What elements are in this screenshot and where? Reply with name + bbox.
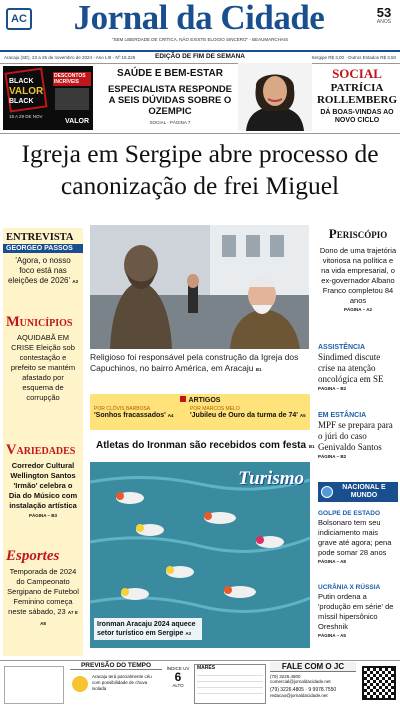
- uv-desc: ALTO: [172, 683, 184, 688]
- health-ref: SOCIAL - PÁGINA 7: [149, 120, 191, 125]
- estancia-kicker: EM ESTÂNCIA: [318, 412, 367, 419]
- ironman-caption: Ironman Aracaju 2024 aquece setor turístico em Sergipe A3: [94, 618, 202, 640]
- ucrania-section[interactable]: [318, 584, 398, 638]
- estancia-section[interactable]: [318, 412, 398, 459]
- nacional-label: NACIONAL E MUNDO: [342, 484, 386, 499]
- estancia-text: MPF se prepara para o júri do caso Genivaldo Santos: [318, 420, 393, 452]
- right-column: [318, 226, 398, 654]
- ironman-headline[interactable]: Atletas do Ironman são recebidos com festa B1: [96, 440, 315, 451]
- golpe-section[interactable]: [318, 510, 398, 564]
- golpe-kicker: GOLPE DE ESTADO: [318, 510, 380, 517]
- entrevista-quote: 'Agora, o nosso foco está nas eleições de 2026' A3: [7, 256, 79, 285]
- sun-icon: [72, 676, 88, 692]
- assistencia-section[interactable]: [318, 344, 398, 391]
- artigos-title: ARTIGOS: [90, 396, 310, 404]
- artigo-item-1[interactable]: [94, 406, 198, 419]
- ad-promo: DESCONTOS INCRÍVEIS: [53, 72, 91, 86]
- dateline-bar: [0, 52, 400, 63]
- anniversary-badge: [372, 6, 396, 25]
- health-teaser[interactable]: [106, 66, 234, 130]
- contact-whatsapp[interactable]: 9 9978.7550: [308, 687, 337, 693]
- artigo-author-1: POR CLÓVIS BARBOSA: [94, 406, 151, 412]
- entrevista-ref: A3: [72, 279, 79, 284]
- golpe-ref: PÁGINA – A8: [318, 559, 346, 564]
- dateline: Aracaju (SE), 23 a 25 de novembro de 2024 - Ano LIII - Nº 15.226: [4, 55, 136, 60]
- ad-dates: 18 A 29 DE NOV: [9, 114, 43, 119]
- ad-line1: BLACK: [9, 78, 34, 85]
- variedades-title: Variedades: [6, 442, 76, 458]
- variedades-text: Corredor Cultural Wellington Santos 'Irmão' celebra o Dia do Músico com instalação artística: [8, 461, 78, 510]
- artigo-ref-1: A4: [167, 413, 174, 418]
- social-kicker: SOCIAL: [332, 66, 382, 81]
- ad-line3: BLACK: [9, 98, 34, 105]
- masthead-title: Jornal da Cidade: [73, 0, 325, 37]
- main-photo[interactable]: [90, 225, 309, 349]
- masthead-logo: AC: [6, 8, 32, 30]
- ironman-photo[interactable]: [90, 462, 310, 648]
- entrevista-title: ENTREVISTA: [6, 232, 74, 243]
- periscopio-text: Dono de uma trajetória vitoriosa na política e na vida empresarial, o ex-governador Albano Franco completou 84 anos: [319, 246, 397, 305]
- variedades-ref: PÁGINA – B3: [28, 513, 58, 518]
- tides-block: [194, 664, 266, 704]
- entrevista-name: GEORGEO PASSOS: [3, 244, 83, 253]
- ad-brand: VALOR: [65, 118, 89, 125]
- contact-phone2[interactable]: (79) 3226.4805: [270, 687, 304, 693]
- artigos-box: [90, 394, 310, 430]
- artigo-title-2: 'Jubileu de Ouro da turma de 74' A5: [190, 412, 306, 419]
- social-headline: DÁ BOAS-VINDAS AO NOVO CICLO: [320, 109, 394, 124]
- assistencia-ref: PÁGINA – B2: [318, 386, 347, 391]
- periscopio-title: Periscópio: [328, 226, 388, 241]
- ad-line2: VALOR: [9, 86, 44, 97]
- ad-product-box: [55, 88, 89, 110]
- artigo-title-1: 'Sonhos fracassados' A4: [94, 412, 174, 419]
- black-valor-ad[interactable]: [3, 66, 93, 130]
- weather-title: PREVISÃO DO TEMPO: [70, 662, 162, 670]
- main-headline[interactable]: Igreja em Sergipe abre processo de canonização de frei Miguel: [21, 139, 379, 200]
- weather-block: [70, 662, 162, 706]
- municipios-title: Municípios: [6, 314, 73, 330]
- weather-text: Aracaju terá parcialmente céu com possibilidade de chuva isolada: [92, 674, 152, 691]
- golpe-text: Bolsonaro tem seu indiciamento mais grave até agora; pena pode somar 28 anos: [318, 518, 392, 557]
- ironman-caption-ref: A3: [185, 631, 192, 636]
- assistencia-text: Sindimed discute crise na atenção oncológica em SE: [318, 352, 384, 384]
- edition-label: EDIÇÃO DE FIM DE SEMANA: [155, 53, 245, 60]
- left-column: [3, 228, 83, 656]
- masthead-tagline: "SEM LIBERDADE DE CRÍTICA, NÃO EXISTE ELOGIO SINCERO" - BEAUMARCHAIS: [111, 37, 289, 42]
- uv-value: 6: [174, 670, 182, 684]
- municipios-text: AQUIDABÃ EM CRISE Eleição sob contestação e prefeito se mantém afastado por esquema de corrupção: [10, 333, 76, 402]
- artigo-item-2[interactable]: [190, 406, 308, 419]
- contact-title: FALE COM O JC: [270, 662, 356, 672]
- periscopio-ref: PÁGINA – A2: [344, 307, 372, 312]
- assistencia-kicker: ASSISTÊNCIA: [318, 344, 366, 351]
- turismo-label: Turismo: [238, 468, 304, 489]
- periscopio-section[interactable]: [318, 226, 398, 312]
- esportes-text: Temporada de 2024 do Campeonato Sergipano de Futebol Feminino começa neste sábado, 23 A7 E A8: [7, 567, 79, 626]
- footer: [0, 662, 400, 707]
- contact-email1[interactable]: comercial@jornaldacidade.net: [270, 679, 331, 684]
- health-headline: ESPECIALISTA RESPONDE A SEIS DÚVIDAS SOBRE O OZEMPIC: [107, 84, 233, 117]
- ucrania-kicker: UCRÂNIA X RÚSSIA: [318, 584, 381, 591]
- health-kicker: SAÚDE E BEM-ESTAR: [117, 68, 223, 79]
- uv-block: [166, 666, 190, 688]
- globe-icon: [321, 486, 333, 498]
- social-name: PATRÍCIA ROLLEMBERG: [316, 82, 398, 106]
- municipios-section[interactable]: [3, 314, 83, 405]
- ironman-ref: B1: [308, 444, 315, 449]
- contact-block: [270, 662, 396, 706]
- artigo-author-2: POR MARCOS MELO: [190, 406, 240, 412]
- nacional-banner[interactable]: [318, 482, 398, 502]
- qr-code[interactable]: [362, 666, 396, 700]
- contact-email2[interactable]: redacao@jornaldacidade.net: [270, 693, 328, 698]
- esportes-section[interactable]: [3, 548, 83, 631]
- estancia-ref: PÁGINA – B2: [318, 454, 347, 459]
- artigo-ref-2: A5: [299, 413, 306, 418]
- anniversary-number: 53: [376, 5, 392, 20]
- social-photo: [238, 63, 312, 131]
- tides-title: MARÉS: [197, 665, 216, 671]
- photo-caption: Religioso foi responsável pela construção da Igreja dos Capuchinos, no bairro América, em Aracaju B1: [90, 352, 299, 373]
- entrevista-section[interactable]: [3, 228, 83, 289]
- esportes-ref: A7 E A8: [40, 610, 78, 626]
- contact-phones2: (79) 3226.4805 · 9 9978.7550: [270, 687, 337, 693]
- artigos-marker: [180, 396, 186, 402]
- variedades-section[interactable]: [3, 442, 83, 518]
- ucrania-text: Putin ordena a 'produção em série' de míssil hipersônico Oreshnik: [318, 592, 394, 631]
- contact-phone1[interactable]: (79) 3226.4800: [270, 674, 301, 679]
- footer-logo-box: [4, 666, 64, 704]
- prices: Sergipe R$ 3,00 · Outros Estados R$ 3,50: [311, 55, 396, 60]
- ucrania-ref: PÁGINA – A5: [318, 633, 346, 638]
- masthead: [0, 0, 400, 52]
- photo-caption-ref: B1: [255, 367, 262, 372]
- anniversary-label: ANOS: [376, 19, 392, 25]
- social-teaser[interactable]: [316, 66, 398, 130]
- tides-table: [197, 675, 263, 697]
- esportes-title: Esportes: [6, 548, 60, 564]
- uv-label: ÍNDICE UV: [166, 666, 190, 671]
